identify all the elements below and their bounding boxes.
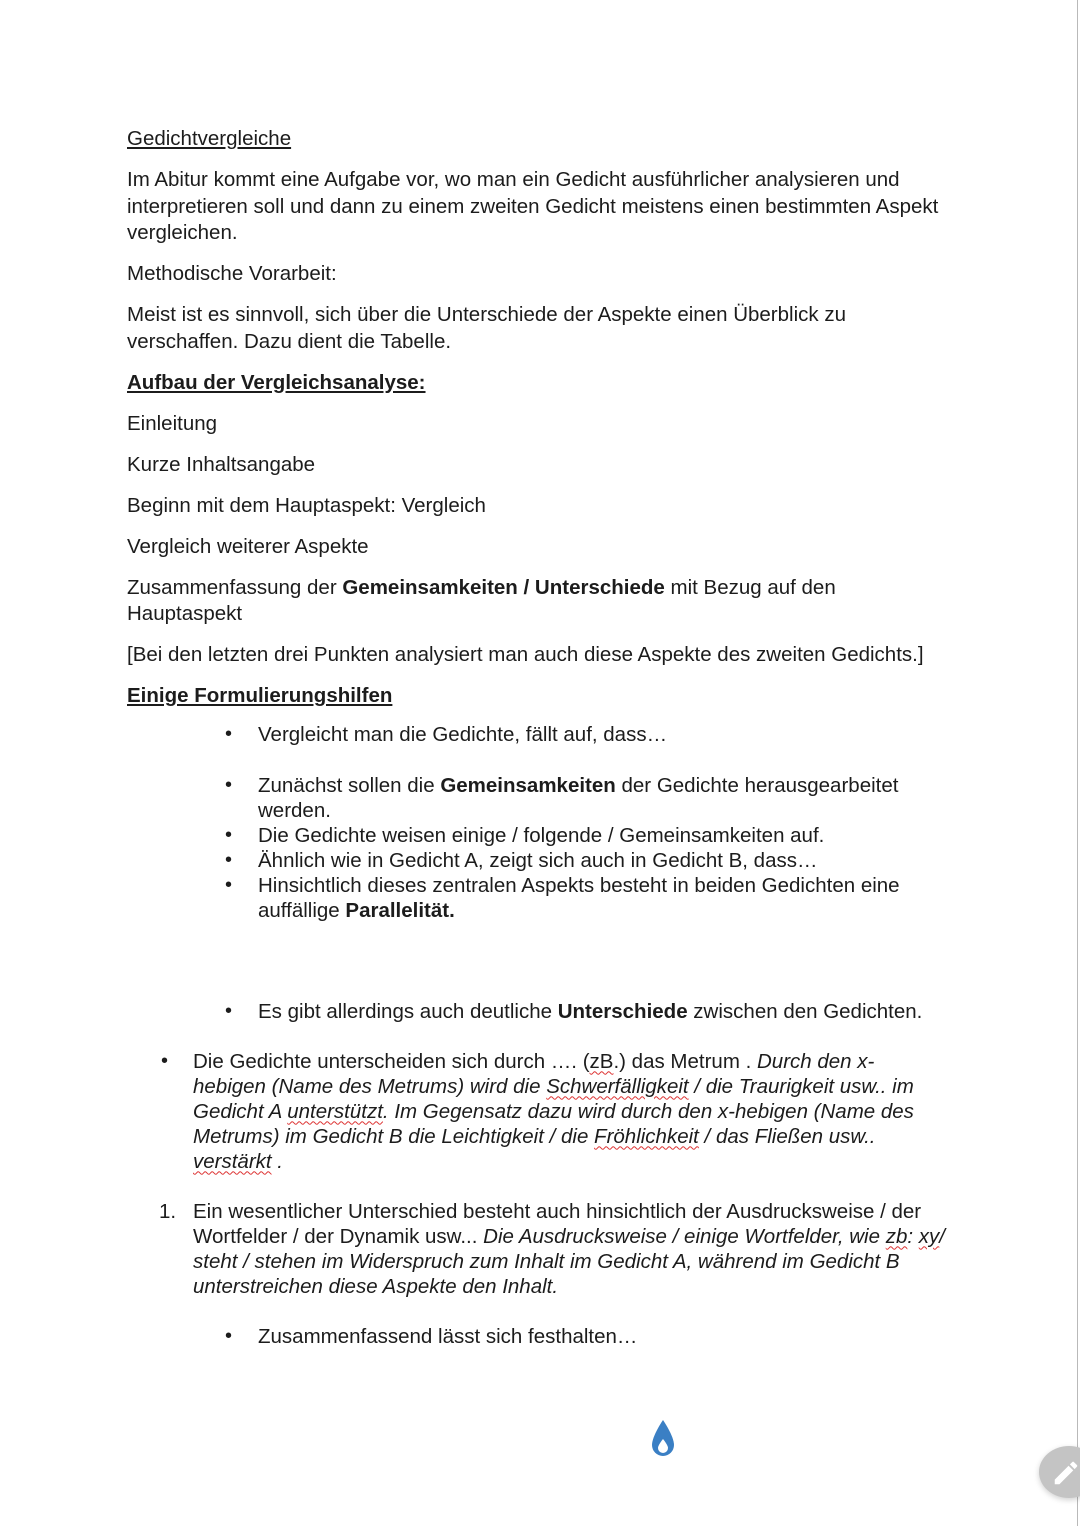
drop-icon[interactable]: [650, 1418, 676, 1458]
edit-fab-button[interactable]: [1039, 1446, 1080, 1498]
structure-item: Kurze Inhaltsangabe: [127, 452, 316, 476]
method-heading: Methodische Vorarbeit:: [127, 262, 337, 285]
numbered-item: 1. Ein wesentlicher Unterschied besteht auch hinsichtlich der Ausdrucksweise / der Wortfelder / der Dynamik usw... Die Ausdrucksweise / einige Wortfelder, wie zb: xy/ steht / stehen im Widerspruch zum Inhalt im Gedicht A, während im Gedicht B unterstreichen diese Aspekte den Inhalt.: [159, 1199, 945, 1298]
phrases-list: [127, 722, 947, 1349]
list-item: • Ähnlich wie in Gedicht A, zeigt sich auch in Gedicht B, dass…: [225, 848, 818, 872]
structure-heading: Aufbau der Vergleichsanalyse:: [127, 370, 426, 394]
bullet: •: [225, 873, 233, 896]
structure-item: Beginn mit dem Hauptaspekt: Vergleich: [127, 493, 486, 517]
list-item: • Die Gedichte unterscheiden sich durch …. (zB.) das Metrum . Durch den x-hebigen (Name des Metrums) wird die Schwerfälligkeit / die Traurigkeit usw.. im Gedicht A unterstützt. Im Gegensatz dazu wird durch den x-hebigen (Name des Metrums) im Gedicht B die Leichtigkeit / die Fröhlichkeit / das Fließen usw.. verstärkt .: [161, 1049, 914, 1173]
summary-item: Zusammenfassung der Gemeinsamkeiten / Unterschiede mit Bezug auf den Hauptaspekt: [127, 575, 836, 625]
structure-item: Einleitung: [127, 411, 218, 435]
bullet: •: [225, 848, 233, 871]
bullet: •: [225, 823, 233, 846]
intro-paragraph: Im Abitur kommt eine Aufgabe vor, wo man ein Gedicht ausführlicher analysieren und interpretieren soll und dann zu einem zweiten Gedicht meistens einen bestimmten Aspekt vergleichen.: [127, 168, 939, 244]
list-item: • Die Gedichte weisen einige / folgende / Gemeinsamkeiten auf.: [225, 823, 825, 847]
list-item: • Es gibt allerdings auch deutliche Unterschiede zwischen den Gedichten.: [225, 999, 923, 1023]
bullet: •: [225, 1324, 233, 1347]
note-paragraph: [Bei den letzten drei Punkten analysiert man auch diese Aspekte des zweiten Gedichts.]: [127, 643, 924, 666]
page-title: Gedichtvergleiche: [127, 127, 292, 150]
bullet: •: [225, 999, 233, 1022]
bullet: •: [225, 722, 233, 745]
page-edge: [1077, 0, 1078, 1526]
document-page: [127, 126, 947, 1349]
list-item: • Hinsichtlich dieses zentralen Aspekts besteht in beiden Gedichten eine auffällige Parallelität.: [225, 873, 900, 922]
method-paragraph: Meist ist es sinnvoll, sich über die Unterschiede der Aspekte einen Überblick zu verschaffen. Dazu dient die Tabelle.: [127, 303, 846, 353]
bullet: •: [225, 773, 233, 796]
phrases-heading: Einige Formulierungshilfen: [127, 684, 393, 707]
pencil-icon: [1051, 1458, 1080, 1488]
structure-item: Vergleich weiterer Aspekte: [127, 534, 369, 558]
list-item: • Zusammenfassend lässt sich festhalten…: [225, 1324, 638, 1348]
bullet: •: [161, 1049, 169, 1072]
list-item: • Zunächst sollen die Gemeinsamkeiten der Gedichte herausgearbeitet werden.: [225, 773, 899, 822]
list-item: • Vergleicht man die Gedichte, fällt auf, dass…: [225, 722, 668, 746]
